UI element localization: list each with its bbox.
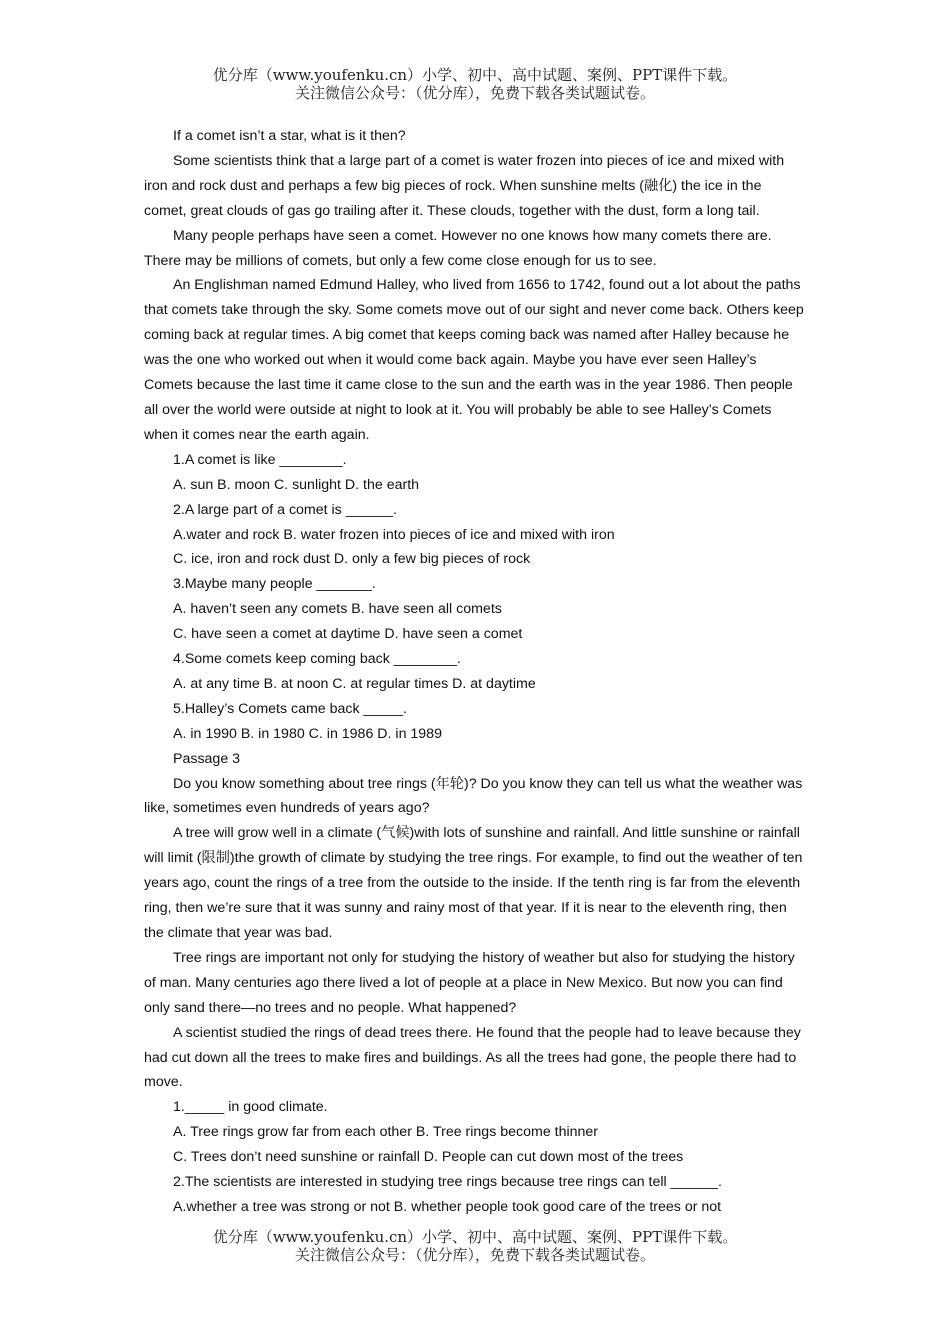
- question-3-options-b: C. have seen a comet at daytime D. have seen a comet: [173, 626, 523, 643]
- question-5: 5.Halley’s Comets came back _____.: [173, 700, 407, 717]
- question-1-options: A. sun B. moon C. sunlight D. the earth: [173, 476, 420, 493]
- passage-3-question-2: 2.The scientists are interested in studying tree rings because tree rings can tell ______.: [173, 1174, 722, 1191]
- question-3: 3.Maybe many people _______.: [173, 576, 376, 593]
- question-5-options: A. in 1990 B. in 1980 C. in 1986 D. in 1989: [173, 725, 442, 742]
- passage-3-question-1-options-b: C. Trees don’t need sunshine or rainfall D. People can cut down most of the trees: [173, 1149, 684, 1166]
- paragraph-tree-rings-intro: Do you know something about tree rings (年轮)? Do you know they can tell us what the weather was like, sometimes even hundreds of years ago?: [144, 775, 803, 817]
- page-header: [0, 66, 950, 102]
- header-line-1: 优分库（www.youfenku.cn）小学、初中、高中试题、案例、PPT课件下载。: [212, 66, 738, 84]
- question-2-options-b: C. ice, iron and rock dust D. only a few big pieces of rock: [173, 551, 531, 568]
- paragraph-comet-count: Many people perhaps have seen a comet. However no one knows how many comets there are. There may be millions of comets, but only a few come close enough for us to see.: [144, 227, 772, 269]
- paragraph-intro-question: If a comet isn’t a star, what is it then?: [173, 128, 406, 144]
- paragraph-tree-rings-climate: A tree will grow well in a climate (气候)with lots of sunshine and rainfall. And little sunshine or rainfall will limit (限制)the growth of climate by studying the tree rings. For example, to find out the weather of ten years ago, count the rings of a tree from the outside to the inside. If the tenth ring is far from the eleventh ring, then we’re sure that it was sunny and rainy most of that year. If it is near to the eleventh ring, then the climate that year was bad.: [144, 825, 803, 941]
- question-1: 1.A comet is like ________.: [173, 451, 347, 468]
- question-4: 4.Some comets keep coming back ________.: [173, 651, 461, 668]
- paragraph-tree-rings-history: Tree rings are important not only for studying the history of weather but also for studying the history of man. Many centuries ago there lived a lot of people at a place in New Mexico. But now you can find only sand there—no trees and no people. What happened?: [144, 949, 795, 1016]
- footer-line-1: 优分库（www.youfenku.cn）小学、初中、高中试题、案例、PPT课件下载。: [212, 1228, 738, 1246]
- paragraph-comet-composition: Some scientists think that a large part of a comet is water frozen into pieces of ice and mixed with iron and rock dust and perhaps a few big pieces of rock. When sunshine melts (融化) the ice in the comet, great clouds of gas go trailing after it. These clouds, together with the dust, form a long tail.: [144, 152, 785, 219]
- passage-3-question-1: 1._____ in good climate.: [173, 1099, 328, 1116]
- question-3-options-a: A. haven’t seen any comets B. have seen all comets: [173, 601, 502, 618]
- question-2: 2.A large part of a comet is ______.: [173, 501, 397, 518]
- passage-3-heading: Passage 3: [173, 750, 241, 767]
- passage-3-question-1-options-a: A. Tree rings grow far from each other B. Tree rings become thinner: [173, 1124, 599, 1141]
- paragraph-dead-trees: A scientist studied the rings of dead trees there. He found that the people had to leave because they had cut down all the trees to make fires and buildings. As all the trees had gone, the people there had to move.: [144, 1024, 801, 1091]
- question-4-options: A. at any time B. at noon C. at regular times D. at daytime: [173, 675, 536, 692]
- document-body: [144, 124, 806, 1220]
- header-line-2: 关注微信公众号：（优分库），免费下载各类试题试卷。: [294, 84, 655, 102]
- paragraph-halley: An Englishman named Edmund Halley, who lived from 1656 to 1742, found out a lot about the paths that comets take through the sky. Some comets move out of our sight and never come back. Others keep coming back at regular times. A big comet that keeps coming back was named after Halley because he was the one who worked out when it would come back again. Maybe you have ever seen Halley’s Comets because the last time it came close to the sun and the earth was in the year 1986. Then people all over the world were outside at night to look at it. You will probably be able to see Halley’s Comets when it comes near the earth again.: [144, 277, 804, 443]
- footer-line-2: 关注微信公众号：（优分库），免费下载各类试题试卷。: [294, 1246, 655, 1264]
- question-2-options-a: A.water and rock B. water frozen into pieces of ice and mixed with iron: [173, 526, 615, 543]
- passage-3-question-2-options-a: A.whether a tree was strong or not B. whether people took good care of the trees or not: [173, 1198, 722, 1215]
- page-footer: [0, 1228, 950, 1264]
